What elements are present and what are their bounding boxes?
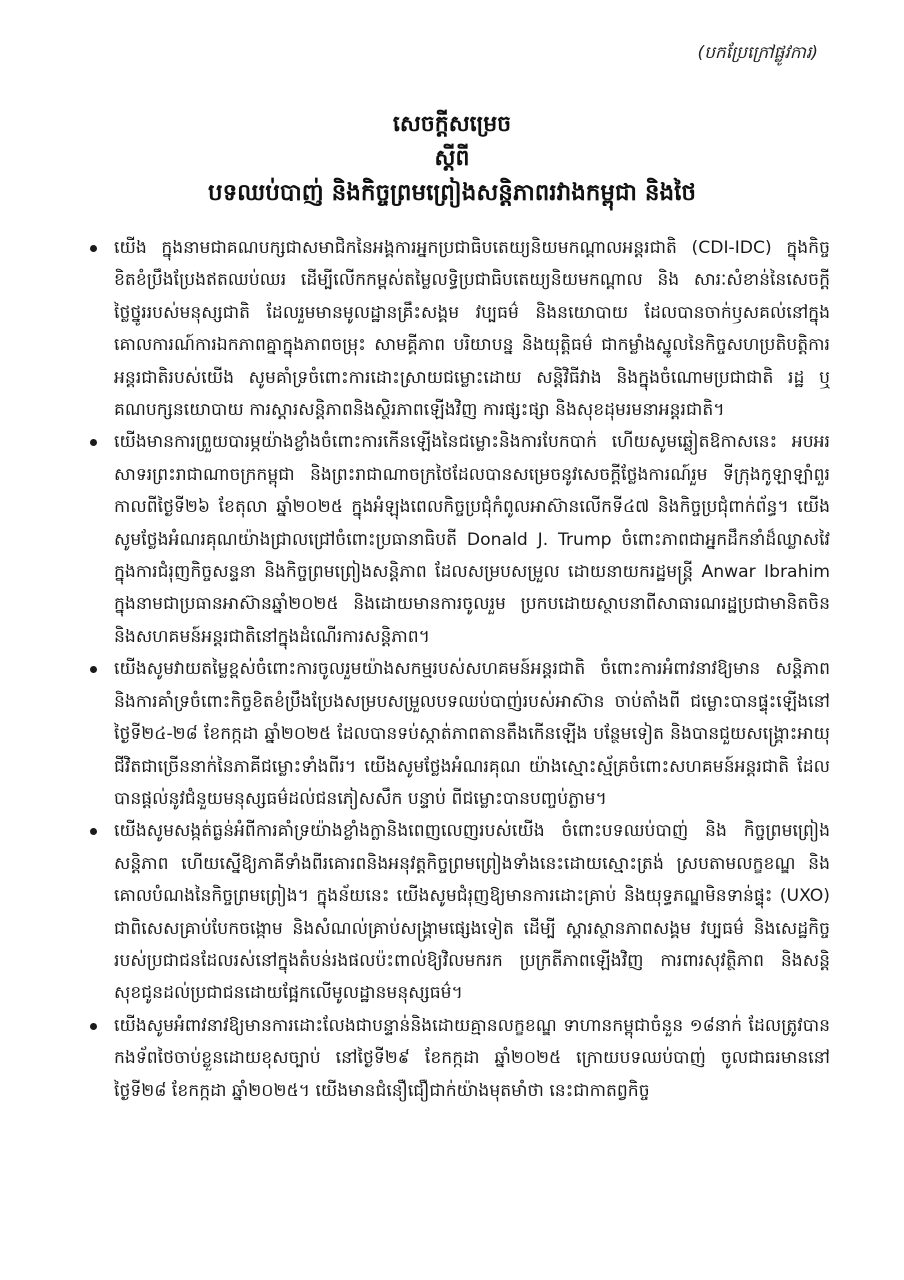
list-item: [86, 1010, 830, 1107]
bullet-icon: [90, 439, 97, 446]
bullet-icon: [90, 245, 97, 252]
heading-line-2: ស្ដីពី: [434, 146, 470, 171]
paragraph-text: យើងសូមអំពាវនាវឱ្យមានការដោះលែងជាបន្ទាន់និងដោយគ្មានលក្ខខណ្ឌ ទាហានកម្ពុជាចំនួន ១៨នាក់ ដែលត្រូវបានកងទ័ពថៃចាប់ខ្លួនដោយខុសច្បាប់ នៅថ្ងៃទី២៩ ខែកក្កដា ឆ្នាំ២០២៥ ក្រោយបទឈប់បាញ់ ចូលជាធរមាននៅថ្ងៃទី២៨ ខែកក្កដា ឆ្នាំ២០២៥។ យើងមានជំនឿជឿជាក់យ៉ាងមុតមាំថា នេះជាកាតព្វកិច្ច: [114, 1015, 830, 1101]
list-item: [86, 426, 830, 653]
list-item: [86, 653, 830, 815]
paragraph-text: យើង ក្នុងនាមជាគណបក្សជាសមាជិកនៃអង្គការអ្នកប្រជាធិបតេយ្យនិយមកណ្ដាលអន្តរជាតិ (CDI-IDC) ក្នុងកិច្ចខិតខំប្រឹងប្រែងឥតឈប់ឈរ ដើម្បីលើកកម្ពស់តម្លៃលទ្ធិប្រជាធិបតេយ្យនិយមកណ្ដាល និង សារៈសំខាន់នៃសេចក្ដីថ្លៃថ្នូររបស់មនុស្សជាតិ ដែលរួមមានមូលដ្ឋានគ្រឹះសង្គម វប្បធម៌ និងនយោបាយ ដែលបានចាក់ឫសគល់នៅក្នុងគោលការណ៍ការឯកភាពគ្នាក្នុងភាពចម្រុះ សាមគ្គីភាព បរិយាបន្ន និងយុត្តិធម៌ ជាកម្លាំងស្នូលនៃកិច្ចសហប្រតិបត្តិការអន្តរជាតិរបស់យើង សូមគាំទ្រចំពោះការដោះស្រាយជម្លោះដោយ សន្តិវិធីវាង និងក្នុងចំណោមប្រជាជាតិ រដ្ឋ ឬគណបក្សនយោបាយ ការស្ដារសន្តិភាពនិងស្ថិរភាពឡើងវិញ ការផ្សះផ្សា និងសុខដុមរមនាអន្តរជាតិ។: [114, 238, 830, 421]
resolution-list: [86, 232, 830, 1107]
paragraph-text: យើងមានការព្រួយបារម្ភយ៉ាងខ្លាំងចំពោះការកើនឡើងនៃជម្លោះនិងការបែកបាក់ ហើយសូមឆ្លៀតឱកាសនេះ អបអរសាទរព្រះរាជាណាចក្រកម្ពុជា និងព្រះរាជាណាចក្រថៃដែលបានសម្រេចនូវសេចក្ដីថ្លែងការណ៍រួម ទីក្រុងកូឡាឡាំពួរ កាលពីថ្ងៃទី២៦ ខែតុលា ឆ្នាំ២០២៥ ក្នុងអំឡុងពេលកិច្ចប្រជុំកំពូលអាស៊ានលើកទី៤៧ និងកិច្ចប្រជុំពាក់ព័ន្ធ។ យើងសូមថ្លែងអំណរគុណយ៉ាងជ្រាលជ្រៅចំពោះប្រធានាធិបតី Donald J. Trump ចំពោះភាពជាអ្នកដឹកនាំដ៏ឈ្លាសវៃក្នុងការជំរុញកិច្ចសន្ទនា និងកិច្ចព្រមព្រៀងសន្តិភាព ដែលសម្របសម្រួល ដោយនាយករដ្ឋមន្ត្រី Anwar Ibrahim ក្នុងនាមជាប្រធានអាស៊ានឆ្នាំ២០២៥ និងដោយមានការចូលរួម ប្រកបដោយស្ថាបនាពីសាធារណរដ្ឋប្រជាមានិតចិន និងសហគមន៍អន្តរជាតិនៅក្នុងដំណើរការសន្តិភាព។: [114, 432, 830, 647]
paragraph-text: យើងសូមសង្កត់ធ្ងន់អំពីការគាំទ្រយ៉ាងខ្លាំងក្លានិងពេញលេញរបស់យើង ចំពោះបទឈប់បាញ់ និង កិច្ចព្រមព្រៀងសន្តិភាព ហើយស្នើឱ្យភាគីទាំងពីរគោរពនិងអនុវត្តកិច្ចព្រមព្រៀងទាំងនេះដោយស្មោះត្រង់ ស្របតាមលក្ខខណ្ឌ និងគោលបំណងនៃកិច្ចព្រមព្រៀង។ ក្នុងន័យនេះ យើងសូមជំរុញឱ្យមានការដោះគ្រាប់ និងយុទ្ធភណ្ឌមិនទាន់ផ្ទុះ (UXO) ជាពិសេសគ្រាប់បែកចង្កោម និងសំណល់គ្រាប់សង្គ្រាមផ្សេងទៀត ដើម្បី ស្ដារស្ថានភាពសង្គម វប្បធម៌ និងសេដ្ឋកិច្ចរបស់ប្រជាជនដែលរស់នៅក្នុងតំបន់រងផលប៉ះពាល់ឱ្យវិលមករក ប្រក្រតីភាពឡើងវិញ ការពារសុវត្ថិភាព និងសន្តិសុខជូនដល់ប្រជាជនដោយផ្អែកលើមូលដ្ឋានមនុស្សធម៌។: [114, 821, 830, 1004]
list-item: [86, 232, 830, 426]
paragraph-text: យើងសូមវាយតម្លៃខ្ពស់ចំពោះការចូលរួមយ៉ាងសកម្មរបស់សហគមន៍អន្តរជាតិ ចំពោះការអំពាវនាវឱ្យមាន សន្តិភាពនិងការគាំទ្រចំពោះកិច្ចខិតខំប្រឹងប្រែងសម្របសម្រួលបទឈប់បាញ់របស់អាស៊ាន ចាប់តាំងពី ជម្លោះបានផ្ទុះឡើងនៅថ្ងៃទី២៤-២៨ ខែកក្កដា ឆ្នាំ២០២៥ ដែលបានទប់ស្កាត់ភាពតានតឹងកើនឡើង បន្ថែមទៀត និងបានជួយសង្គ្រោះអាយុជីវិតជាច្រើននាក់នៃភាគីជម្លោះទាំងពីរ។ យើងសូមថ្លែងអំណរគុណ យ៉ាងស្មោះស្ម័គ្រចំពោះសហគមន៍អន្តរជាតិ ដែលបានផ្ដល់នូវជំនួយមនុស្សធម៌ដល់ជនភៀសសឹក បន្ទាប់ ពីជម្លោះបានបញ្ចប់ភ្លាម។: [114, 659, 830, 809]
heading-line-1: សេចក្ដីសម្រេច: [392, 112, 512, 137]
bullet-icon: [90, 1023, 97, 1030]
list-item: [86, 815, 830, 1009]
document-heading: [0, 108, 904, 210]
translation-note: (បកប្រែក្រៅផ្លូវការ): [697, 43, 818, 63]
bullet-icon: [90, 666, 97, 673]
heading-line-3: បទឈប់បាញ់ និងកិច្ចព្រមព្រៀងសន្តិភាពរវាងកម្ពុជា និងថៃ: [207, 180, 697, 206]
bullet-icon: [90, 828, 97, 835]
